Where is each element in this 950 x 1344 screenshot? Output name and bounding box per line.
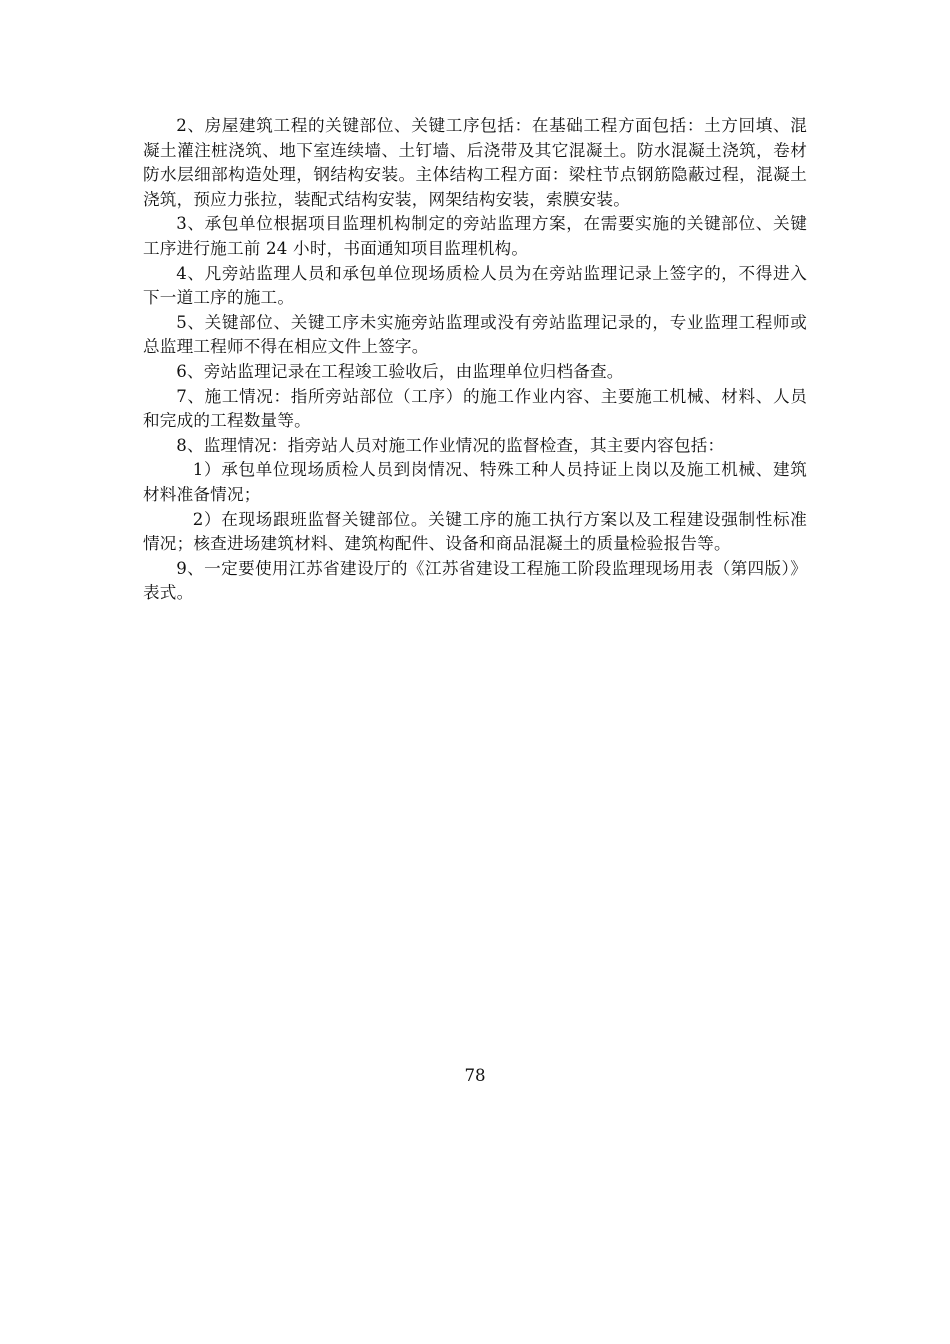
paragraph-notice: 3、承包单位根据项目监理机构制定的旁站监理方案，在需要实施的关键部位、关键工序进行施工前 24 小时，书面通知项目监理机构。 [143,214,807,258]
paragraph-forms: 9、一定要使用江苏省建设厅的《江苏省建设工程施工阶段监理现场用表（第四版）》表式。 [143,558,807,603]
sub-item-2: 2）在现场跟班监督关键部位。关键工序的施工执行方案以及工程建设强制性标准情况；核查进场建筑材料、建筑构配件、设备和商品混凝土的质量检验报告等。 [143,509,807,554]
page-body [143,114,807,606]
paragraph-archive: 6、旁站监理记录在工程竣工验收后，由监理单位归档备查。 [176,361,624,381]
paragraph-construction-status: 7、施工情况：指所旁站部位（工序）的施工作业内容、主要施工机械、材料、人员和完成的工程数量等。 [143,386,807,431]
paragraph-supervision-status: 8、监理情况：指旁站人员对施工作业情况的监督检查，其主要内容包括： [176,435,725,455]
paragraph-signature: 4、凡旁站监理人员和承包单位现场质检人员为在旁站监理记录上签字的，不得进入下一道工序的施工。 [143,263,807,308]
sub-item-1: 1）承包单位现场质检人员到岗情况、特殊工种人员持证上岗以及施工机械、建筑材料准备情况； [143,460,807,504]
page-number: 78 [464,1066,486,1085]
paragraph-key-parts: 2、房屋建筑工程的关键部位、关键工序包括：在基础工程方面包括：土方回填、混凝土灌注桩浇筑、地下室连续墙、土钉墙、后浇带及其它混凝土。防水混凝土浇筑，卷材防水层细部构造处理，钢结构安装。主体结构工程方面：梁柱节点钢筋隐蔽过程，混凝土浇筑，预应力张拉，装配式结构安装，网架结构安装，索膜安装。 [143,116,807,209]
paragraph-no-record: 5、关键部位、关键工序未实施旁站监理或没有旁站监理记录的，专业监理工程师或总监理工程师不得在相应文件上签字。 [143,312,807,357]
